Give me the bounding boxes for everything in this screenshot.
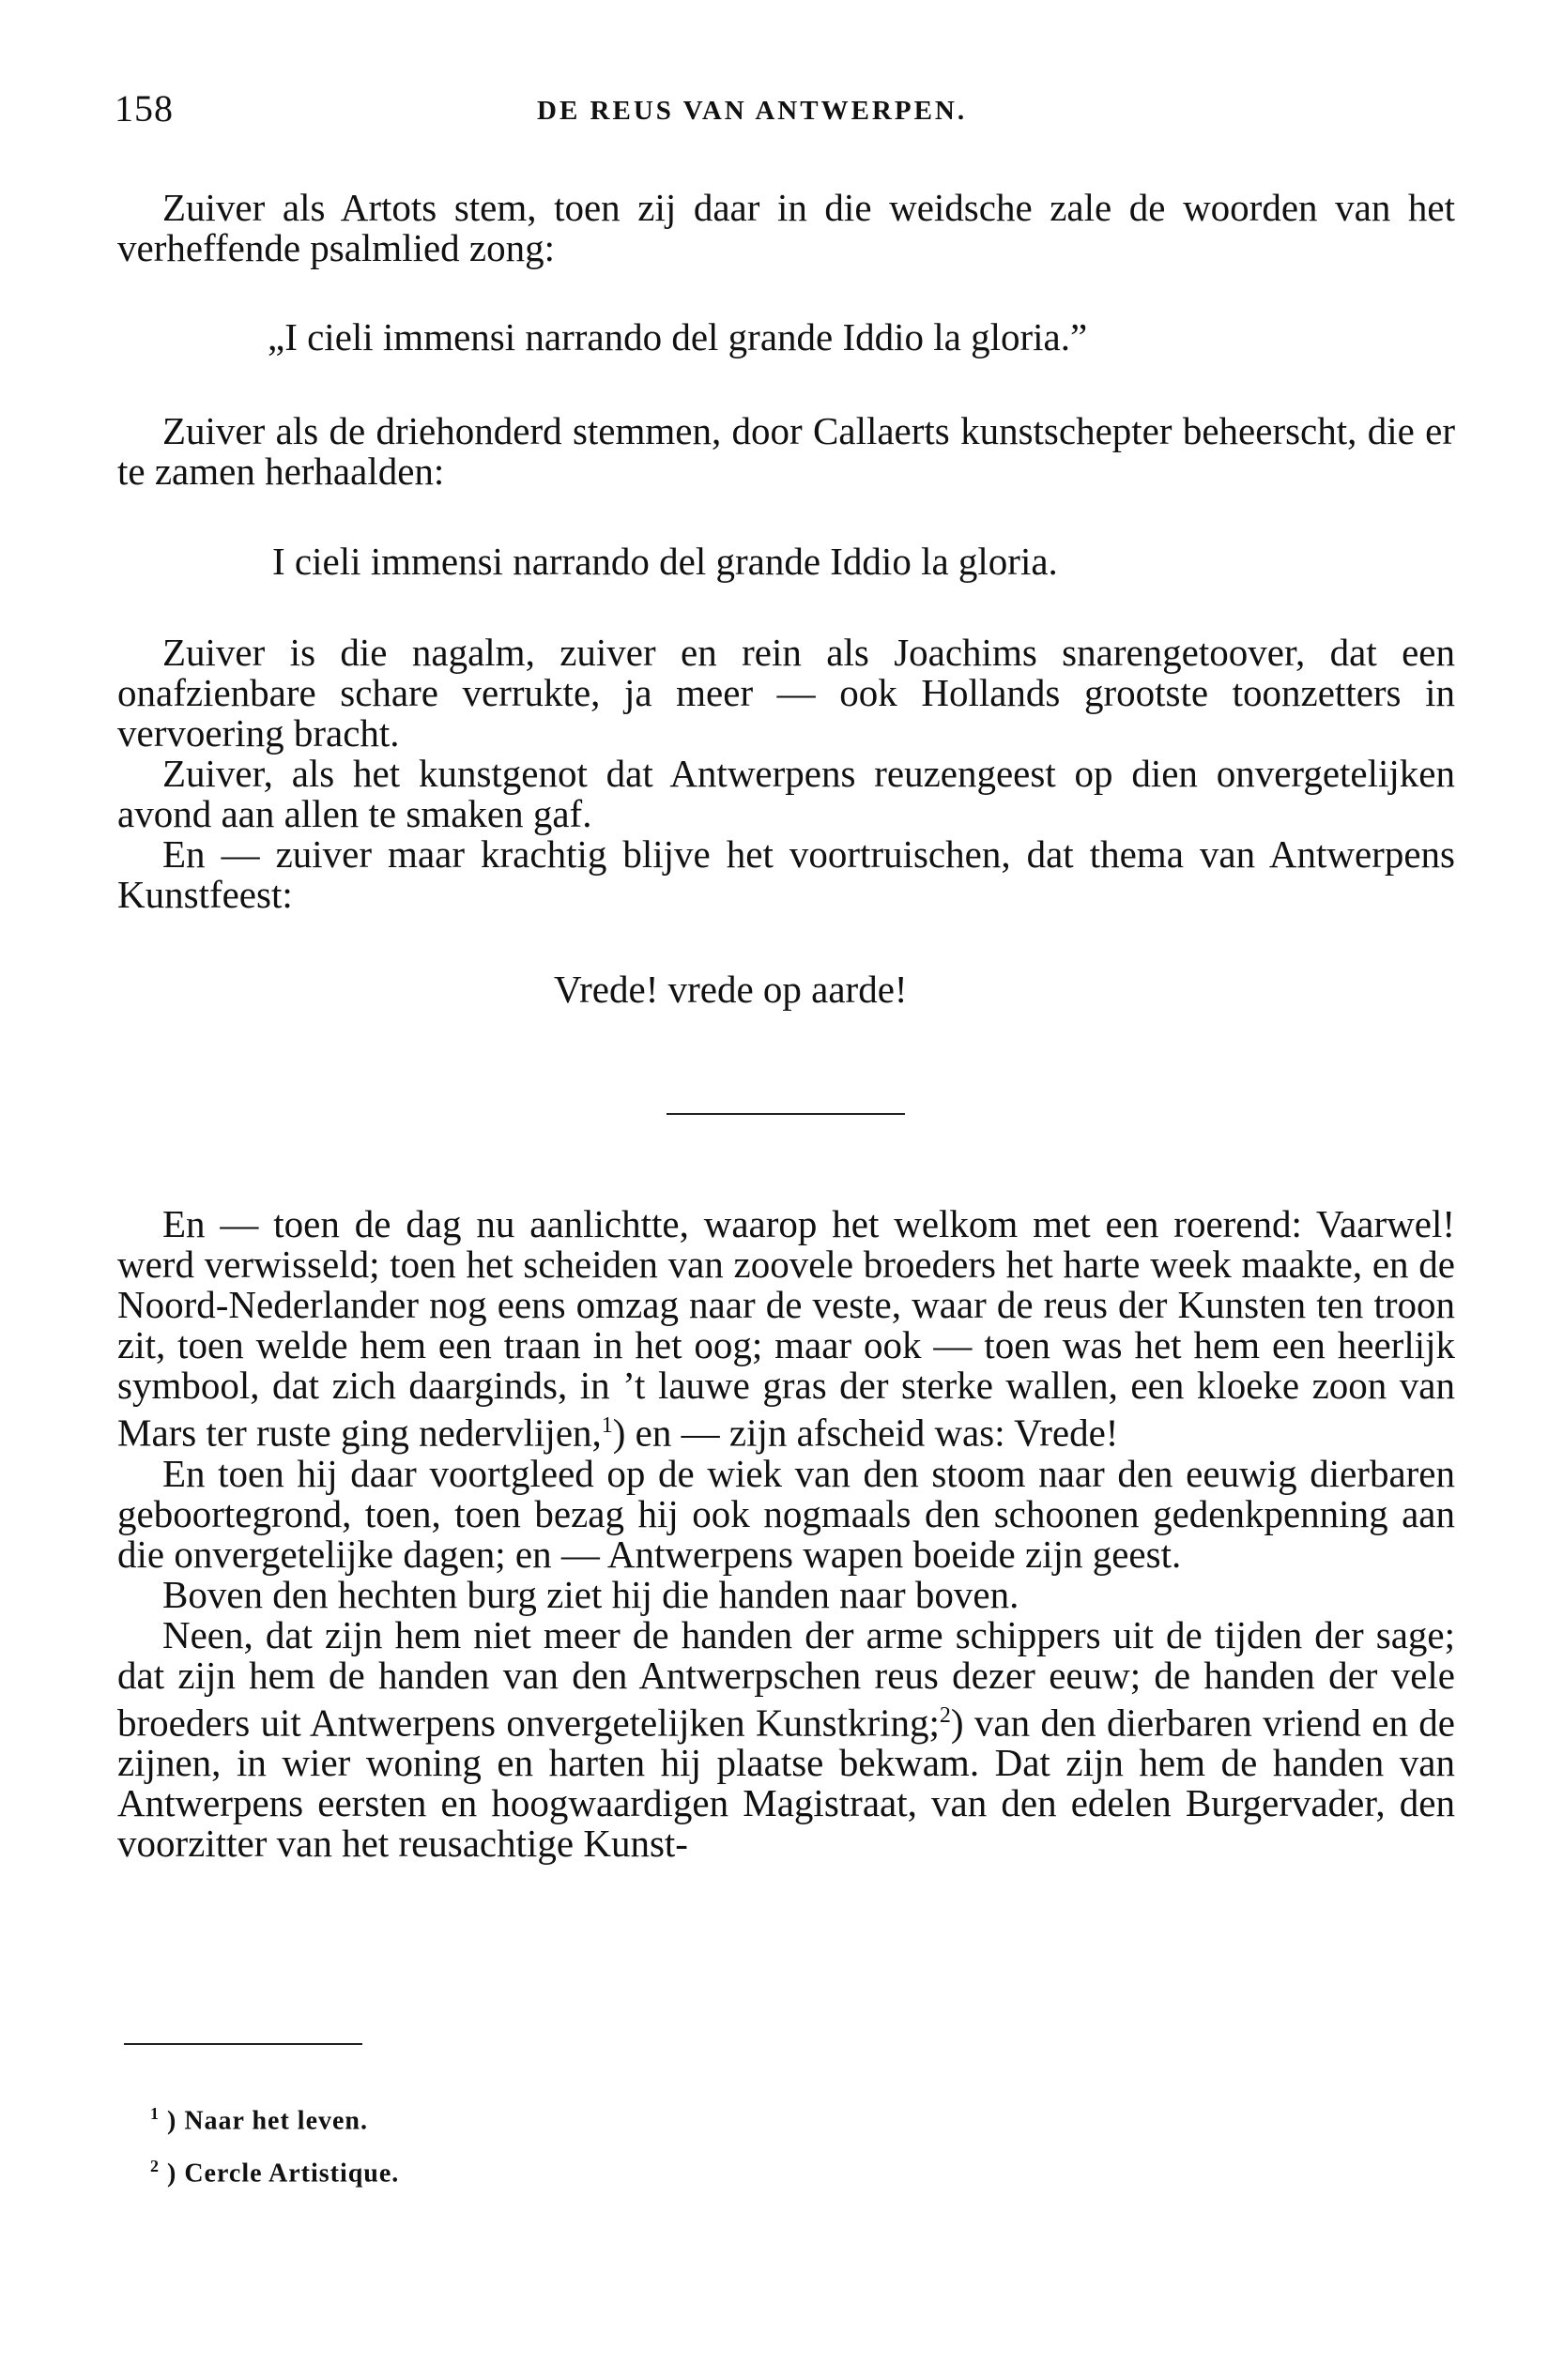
paragraph-text: Zuiver als de driehonderd stemmen, door Callaerts kunstschepter beheerscht, die er te zamen herhaalden: [117, 409, 1455, 493]
paragraph-afscheid [117, 1204, 1455, 1454]
quote-vrede: Vrede! vrede op aarde! [554, 968, 908, 1011]
footnote-2 [150, 2144, 399, 2196]
footnotes [150, 2091, 399, 2197]
running-title: DE REUS VAN ANTWERPEN. [537, 96, 968, 126]
paragraph-nagalm: Zuiver is die nagalm, zuiver en rein als Joachims snarengetoover, dat een onafzienbare schare verrukte, ja meer — ook Hollands grootste toonzetters in vervoering bracht. [117, 631, 1455, 755]
page-header [115, 86, 1462, 133]
paragraph-group-nagalm [117, 633, 1455, 915]
paragraph-neen [117, 1612, 1456, 1866]
footnote-text: ) Naar het leven. [167, 2106, 368, 2136]
footnote-1 [150, 2091, 399, 2144]
section-divider [667, 1113, 905, 1115]
footnote-text: ) Cercle Artistique. [167, 2159, 400, 2189]
paragraph-artots [117, 188, 1455, 268]
paragraph-text: ) van den dierbaren vriend en de zijnen, in wier woning en harten hij plaatse bekwam. Dat zijn hem de handen van Antwerpens eersten en hoogwaardigen Magistraat, van den edelen Burgervader, den voorzitter van het reusachtige Kunst- [117, 1701, 1456, 1866]
paragraph-kunstgenot: Zuiver, als het kunstgenot dat Antwerpens reuzengeest op dien onvergetelijken avond aan allen te smaken gaf. [117, 752, 1455, 835]
footnote-mark: 2 [150, 2157, 160, 2176]
paragraph-text: Neen, dat zijn hem niet meer de handen der arme schippers uit de tijden der sage; dat zijn hem de handen van den Antwerpschen reus dezer eeuw; de handen der vele broeders uit Antwerpens onvergetelijken Kunstkring; [117, 1612, 1455, 1745]
paragraph-text: Zuiver als Artots stem, toen zij daar in die weidsche zale de woorden van het verheffende psalmlied zong: [117, 186, 1455, 269]
footnote-divider [124, 2043, 362, 2045]
footnote-ref-2: 2 [939, 1702, 951, 1728]
footnote-mark: 1 [150, 2104, 160, 2123]
paragraph-text: En — toen de dag nu aanlichtte, waarop het welkom met een roerend: Vaarwel! werd verwisseld; toen het scheiden van zoovele broeders het harte week maakte, en de Noord-Nederlander nog eens omzag naar de veste, waar de reus der Kunsten ten troon zit, toen welde hem een traan in het oog; maar ook — toen was het hem een heerlijk symbool, dat zich daarginds, in ’t lauwe gras der sterke wallen, een kloeke zoon van Mars ter ruste ging nedervlijen, [117, 1202, 1455, 1455]
paragraph-group-afscheid [117, 1204, 1455, 1864]
paragraph-text: ) en — zijn afscheid was: Vrede! [612, 1411, 1119, 1455]
paragraph-stoom: En toen hij daar voortgleed op de wiek van den stoom naar den eeuwig dierbaren geboortegrond, toen, toen bezag hij ook nogmaals den schoonen gedenkpenning aan die onvergetelijke dagen; en — Antwerpens wapen boeide zijn geest. [117, 1451, 1455, 1576]
quote-italian-1: „I cieli immensi narrando del grande Iddio la gloria.” [268, 315, 1088, 359]
quote-italian-2: I cieli immensi narrando del grande Iddio la gloria. [272, 540, 1058, 583]
paragraph-handen: Boven den hechten burg ziet hij die handen naar boven. [162, 1572, 1019, 1616]
page-number: 158 [115, 87, 174, 130]
paragraph-driehonderd [117, 411, 1455, 492]
paragraph-thema: En — zuiver maar krachtig blijve het voortruischen, dat thema van Antwerpens Kunstfeest: [117, 832, 1455, 916]
footnote-ref-1: 1 [601, 1413, 613, 1438]
